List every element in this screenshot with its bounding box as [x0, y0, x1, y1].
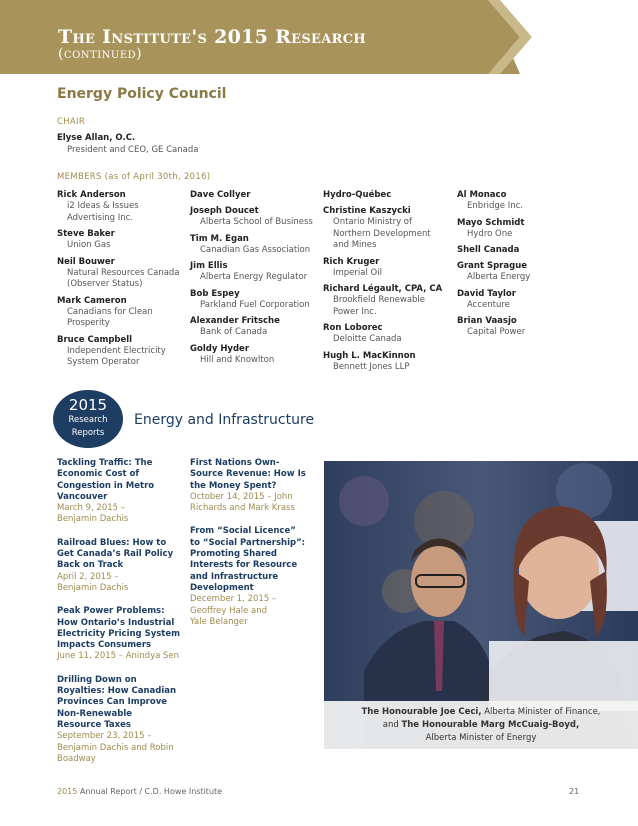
member-organization: Alberta School of Business: [200, 217, 313, 227]
research-report: [57, 538, 187, 594]
caption-name-1: The Honourable Joe Ceci,: [361, 707, 482, 717]
member-organization: Brookfield Renewable Power Inc.: [333, 295, 426, 317]
badge-year: 2015: [68, 396, 108, 414]
member-name: Jim Ellis: [190, 261, 228, 271]
member-organization: Deloitte Canada: [333, 334, 402, 344]
members-column-3: [323, 189, 453, 377]
council-member: [57, 228, 187, 252]
council-member: [57, 256, 187, 291]
member-name: Hugh L. MacKinnon: [323, 350, 416, 361]
research-report: [190, 458, 320, 514]
council-member: [323, 322, 453, 346]
member-name: Goldy Hyder: [190, 343, 250, 354]
council-member: [57, 189, 187, 224]
caption-role-2: Alberta Minister of Energy: [425, 733, 537, 743]
council-member: [457, 217, 587, 241]
member-organization: Natural Resources Canada (Observer Status): [67, 267, 180, 289]
council-member: [190, 205, 320, 229]
member-organization: Canadian Gas Association: [200, 244, 311, 255]
member-name: Mayo Schmidt: [457, 217, 525, 228]
report-title: Drilling Down on Royalties: How Canadian Provinces Can Improve Non-Renewable Resource Taxes: [57, 674, 177, 730]
member-organization: Bank of Canada: [200, 327, 268, 337]
report-title: From “Social Licence” to “Social Partnership”: Promoting Shared Interests for Resource and Infrastructure Development: [190, 526, 306, 593]
council-member: [323, 189, 453, 201]
research-report: [57, 675, 187, 765]
page-subtitle: (continued): [58, 46, 143, 62]
council-member: [457, 288, 587, 312]
member-organization: Alberta Energy Regulator: [200, 272, 308, 282]
member-name: Shell Canada: [457, 245, 520, 255]
members-label: MEMBERS (as of April 30th, 2016): [57, 172, 211, 182]
council-member: [190, 189, 320, 201]
footer: [57, 787, 222, 796]
member-organization: Alberta Energy: [467, 272, 531, 282]
member-name: Brian Vaasjo: [457, 316, 517, 326]
council-member: [190, 233, 320, 257]
badge-line-2: Reports: [71, 428, 105, 438]
member-organization: Hydro One: [467, 228, 513, 239]
research-report: [57, 606, 187, 662]
reports-column-left: [57, 458, 187, 777]
member-name: Al Monaco: [457, 190, 507, 200]
council-member: [57, 334, 187, 369]
ministers-photo: [324, 461, 638, 749]
members-column-2: [190, 189, 320, 370]
member-name: Mark Cameron: [57, 295, 127, 306]
report-date-author: June 11, 2015 – Anindya Sen: [57, 651, 180, 662]
footer-text: Annual Report / C.D. Howe Institute: [77, 787, 223, 796]
member-organization: Capital Power: [467, 327, 526, 337]
member-name: David Taylor: [457, 288, 516, 299]
member-organization: i2 Ideas & Issues Advertising Inc.: [67, 201, 139, 223]
chair-name: Elyse Allan, O.C.: [57, 133, 136, 143]
members-column-4: [457, 189, 587, 343]
member-name: Alexander Fritsche: [190, 316, 280, 326]
member-name: Neil Bouwer: [57, 256, 115, 267]
council-member: [323, 283, 453, 318]
report-title: Railroad Blues: How to Get Canada’s Rail Policy Back on Track: [57, 537, 174, 571]
member-organization: Independent Electricity System Operator: [67, 345, 166, 367]
council-member: [457, 189, 587, 213]
member-name: Ron Loborec: [323, 323, 383, 333]
member-name: Dave Collyer: [190, 190, 251, 200]
reports-column-right: [190, 458, 320, 640]
chair-role: President and CEO, GE Canada: [67, 145, 199, 155]
badge-line-1: Research: [68, 415, 108, 425]
member-name: Tim M. Egan: [190, 233, 249, 244]
council-member: [323, 350, 453, 374]
council-member: [190, 260, 320, 284]
report-date-author: September 23, 2015 – Benjamin Dachis and Robin Boadway: [57, 731, 174, 764]
member-organization: Union Gas: [67, 240, 111, 250]
member-organization: Parkland Fuel Corporation: [200, 299, 310, 310]
council-member: [457, 315, 587, 339]
member-name: Hydro-Québec: [323, 190, 392, 200]
member-name: Bob Espey: [190, 288, 240, 299]
member-name: Richard Légault, CPA, CA: [323, 284, 443, 294]
council-member: [190, 288, 320, 312]
member-name: Rick Anderson: [57, 190, 126, 200]
report-title: Peak Power Problems: How Ontario’s Industrial Electricity Pricing System Impacts Consumers: [57, 606, 180, 651]
section-title: Energy and Infrastructure: [134, 412, 315, 428]
member-organization: Accenture: [467, 299, 510, 310]
report-title: First Nations Own- Source Revenue: How Is the Money Spent?: [190, 458, 306, 491]
council-member: [190, 315, 320, 339]
report-date-author: October 14, 2015 – John Richards and Mark Krass: [190, 491, 295, 514]
caption-and: and: [382, 720, 402, 730]
member-organization: Hill and Knowlton: [200, 354, 275, 365]
research-report: [190, 526, 320, 628]
council-title: Energy Policy Council: [57, 86, 227, 102]
member-name: Christine Kaszycki: [323, 206, 411, 216]
council-member: [190, 343, 320, 367]
chair-label: CHAIR: [57, 117, 86, 127]
member-organization: Imperial Oil: [333, 267, 382, 278]
council-member: [323, 256, 453, 280]
footer-year: 2015: [57, 787, 78, 796]
council-member: [323, 205, 453, 252]
research-reports-badge: [53, 390, 123, 448]
photo-caption: [324, 701, 638, 749]
page-title: The Institute's 2015 Research: [58, 26, 366, 48]
caption-role-1: Alberta Minister of Finance,: [481, 707, 601, 717]
council-member: [457, 244, 587, 256]
member-name: Joseph Doucet: [190, 206, 259, 216]
member-organization: Bennett Jones LLP: [333, 361, 410, 372]
member-name: Bruce Campbell: [57, 334, 133, 345]
council-member: [57, 295, 187, 330]
member-organization: Enbridge Inc.: [467, 201, 524, 211]
research-report: [57, 458, 187, 526]
page-number: 21: [569, 787, 580, 796]
report-date-author: April 2, 2015 – Benjamin Dachis: [57, 571, 129, 593]
caption-name-2: The Honourable Marg McCuaig-Boyd,: [401, 720, 580, 730]
member-name: Rich Kruger: [323, 256, 380, 267]
members-column-1: [57, 189, 187, 373]
header-banner: [0, 0, 638, 74]
report-date-author: March 9, 2015 – Benjamin Dachis: [57, 503, 129, 525]
report-date-author: December 1, 2015 – Geoffrey Hale and Yale Belanger: [190, 594, 277, 627]
member-organization: Canadians for Clean Prosperity: [67, 306, 153, 328]
member-organization: Ontario Ministry of Northern Development and Mines: [333, 217, 431, 250]
member-name: Grant Sprague: [457, 261, 528, 271]
report-title: Tackling Traffic: The Economic Cost of Congestion in Metro Vancouver: [57, 458, 155, 502]
member-name: Steve Baker: [57, 229, 115, 239]
council-member: [457, 260, 587, 284]
